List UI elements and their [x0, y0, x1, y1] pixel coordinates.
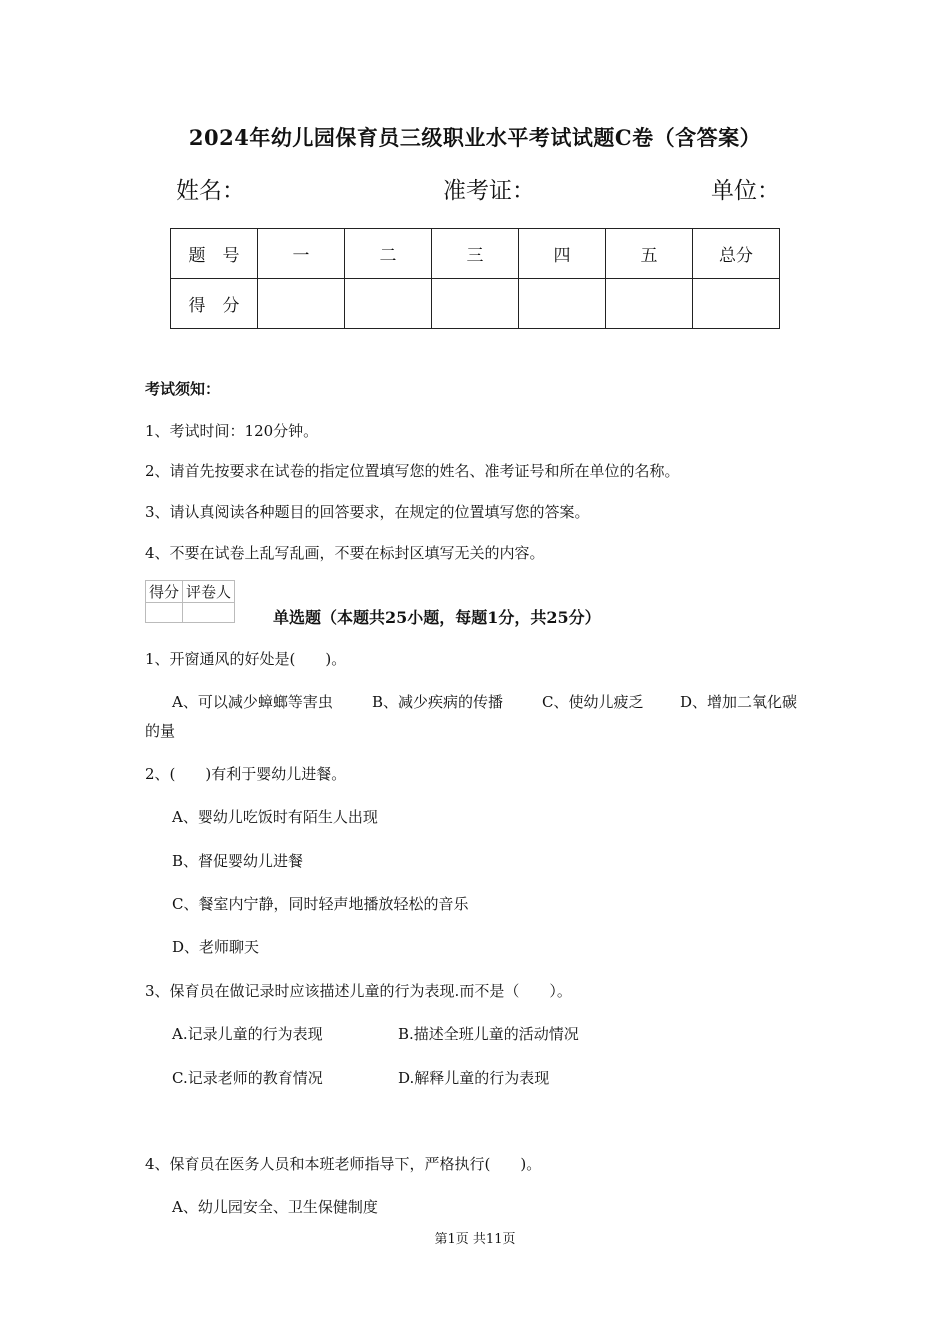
question-3-option-b[interactable]: B.描述全班儿童的活动情况: [398, 1025, 579, 1043]
score-table-header-cell: 二: [345, 229, 432, 279]
question-4-option-a[interactable]: A、幼儿园安全、卫生保健制度: [172, 1198, 378, 1216]
question-2-option-b[interactable]: B、督促婴幼儿进餐: [172, 852, 304, 870]
question-3-stem: 3、保育员在做记录时应该描述儿童的行为表现.而不是（ ）。: [145, 982, 572, 1000]
question-1-option-a[interactable]: A、可以减少蟑螂等害虫: [172, 693, 333, 711]
notice-heading: 考试须知：: [145, 380, 221, 398]
question-1-option-c[interactable]: C、使幼儿疲乏: [542, 693, 644, 711]
name-field-label: 姓名：: [176, 178, 245, 204]
exam-id-field-label: 准考证：: [443, 178, 535, 204]
notice-item: 3、请认真阅读各种题目的回答要求，在规定的位置填写您的答案。: [145, 503, 590, 521]
question-2-option-c[interactable]: C、餐室内宁静，同时轻声地播放轻松的音乐: [172, 895, 469, 913]
grader-score-label: 得分: [146, 581, 183, 603]
score-table-header-cell: 一: [258, 229, 345, 279]
score-table-header-cell: 总分: [693, 229, 780, 279]
score-table-header-cell: 四: [519, 229, 606, 279]
score-row-label: 得 分: [171, 279, 258, 329]
notice-item: 1、考试时间：120分钟。: [145, 422, 319, 440]
score-cell[interactable]: [519, 279, 606, 329]
score-cell[interactable]: [432, 279, 519, 329]
question-3-option-d[interactable]: D.解释儿童的行为表现: [398, 1069, 550, 1087]
question-1-option-b[interactable]: B、减少疾病的传播: [372, 693, 504, 711]
score-table-header-cell: 五: [606, 229, 693, 279]
grader-box: [145, 580, 235, 623]
score-table-header-cell: 三: [432, 229, 519, 279]
grader-score-cell[interactable]: [146, 603, 183, 623]
score-table-header-cell: 题 号: [171, 229, 258, 279]
question-2-option-d[interactable]: D、老师聊天: [172, 938, 260, 956]
page-footer: 第1页 共11页: [434, 1232, 516, 1247]
notice-item: 2、请首先按要求在试卷的指定位置填写您的姓名、准考证号和所在单位的名称。: [145, 462, 680, 480]
score-cell[interactable]: [693, 279, 780, 329]
question-3-option-a[interactable]: A.记录儿童的行为表现: [172, 1025, 323, 1043]
score-cell[interactable]: [345, 279, 432, 329]
question-1-option-d[interactable]: D、增加二氧化碳: [680, 693, 798, 711]
page-title: 2024年幼儿园保育员三级职业水平考试试题C卷（含答案）: [188, 125, 762, 150]
notice-item: 4、不要在试卷上乱写乱画，不要在标封区填写无关的内容。: [145, 544, 545, 562]
question-2-option-a[interactable]: A、婴幼儿吃饭时有陌生人出现: [172, 808, 378, 826]
question-2-stem: 2、( )有利于婴幼儿进餐。: [145, 765, 347, 783]
score-cell[interactable]: [258, 279, 345, 329]
score-table-header-row: [171, 229, 780, 279]
grader-reviewer-cell[interactable]: [183, 603, 235, 623]
score-table: [170, 228, 780, 329]
question-4-stem: 4、保育员在医务人员和本班老师指导下，严格执行( )。: [145, 1155, 542, 1173]
grader-reviewer-label: 评卷人: [183, 581, 235, 603]
score-table-score-row: [171, 279, 780, 329]
question-1-stem: 1、开窗通风的好处是( )。: [145, 650, 347, 668]
section-title: 单选题（本题共25小题，每题1分，共25分）: [273, 608, 601, 627]
unit-field-label: 单位：: [711, 178, 780, 204]
score-cell[interactable]: [606, 279, 693, 329]
question-3-option-c[interactable]: C.记录老师的教育情况: [172, 1069, 323, 1087]
question-1-option-d-wrap: 的量: [145, 722, 176, 740]
